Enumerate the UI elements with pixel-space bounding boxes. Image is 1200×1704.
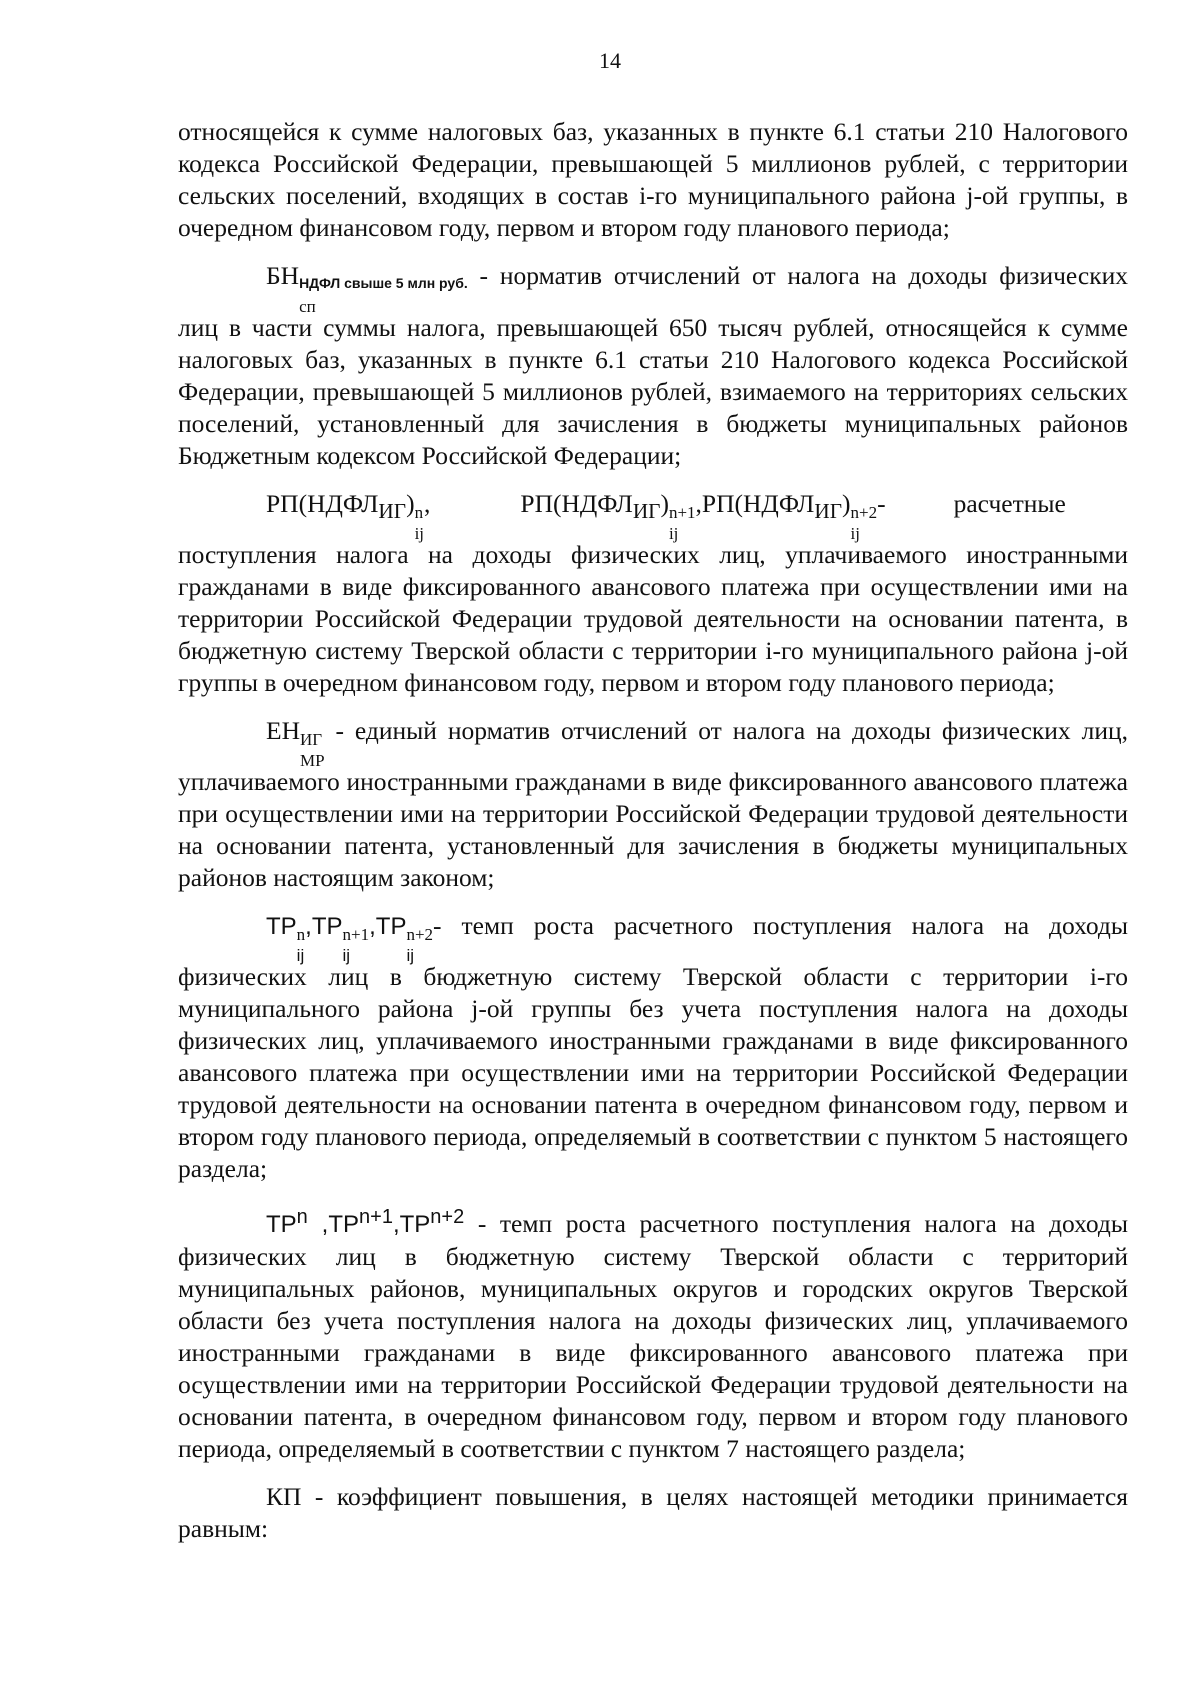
paragraph-tr-ij-text: - темп роста расчетного поступления налога на доходы физических лиц в бюджетную систему Тверской области с территории i-го муниципального района j-ой группы без учета поступления налога на доходы физических лиц, уплачиваемого иностранными гражданами в виде фиксированного авансового платежа при осуществлении ими на территории Российской Федерации трудовой деятельности на основании патента в очередном финансовом году, первом и втором году планового периода, определяемый в соответствии с пунктом 5 настоящего раздела; (178, 911, 1128, 1183)
paragraph-en-mr (178, 715, 1128, 894)
paragraph-bn-sp (178, 260, 1128, 472)
paragraph-tr-total-text: - темп роста расчетного поступления налога на доходы физических лиц в бюджетную систему Тверской области с территорий муниципальных районов, муниципальных округов и городских округов Тверской области без учета поступления налога на доходы физических лиц, уплачиваемого иностранными гражданами в виде фиксированного авансового платежа при осуществлении ими на территории Российской Федерации трудовой деятельности на основании патента, в очередном финансовом году, первом и втором году планового периода, определяемый в соответствии с пунктом 7 настоящего раздела; (178, 1209, 1128, 1463)
paragraph-continuation: относящейся к сумме налоговых баз, указанных в пункте 6.1 статьи 210 Налогового кодекса Российской Федерации, превышающей 5 миллионов рублей, с территории сельских поселений, входящих в состав i-го муниципального района j-ой группы, в очередном финансовом году, первом и втором году планового периода; (178, 117, 1128, 242)
paragraph-tr-total (178, 1201, 1128, 1465)
paragraph-rp-ndfl (178, 488, 1128, 699)
symbol-tr-total: $ТР^n$ $,ТР^{n+1},ТР^{n+2}$ (266, 1206, 465, 1238)
symbol-rp-ndfl-n2: $РП(НДФЛ_{ИГ})$ n+2 ij - (701, 489, 886, 543)
symbol-en-mr: ЕН ИГ МР (266, 716, 325, 770)
symbol-rp-ndfl-n: $РП(НДФЛ_{ИГ})$ n ij , (266, 489, 431, 543)
symbol-bn-sp: БН НДФЛ свыше 5 млн руб. сп (266, 261, 468, 316)
paragraph-bn-sp-text: - норматив отчислений от налога на доходы физических лиц в части суммы налога, превышающей 650 тысяч рублей, относящейся к сумме налоговых баз, указанных в пункте 6.1 статьи 210 Налогового кодекса Российской Федерации, превышающей 5 миллионов рублей, взимаемого на территориях сельских поселений, установленный для зачисления в бюджеты муниципальных районов Бюджетным кодексом Российской Федерации; (178, 261, 1128, 470)
symbol-rp-ndfl-n1: $РП(НДФЛ_{ИГ})$ n+1 ij , (520, 489, 702, 543)
paragraph-tr-ij (178, 910, 1128, 1185)
paragraph-kp: КП - коэффициент повышения, в целях настоящей методики принимается равным: (178, 1482, 1128, 1543)
document-body (178, 116, 1128, 1545)
paragraph-rp-ndfl-lead: расчетные (953, 489, 1066, 518)
page-number: 14 (599, 48, 621, 73)
paragraph-rp-ndfl-text: поступления налога на доходы физических лиц, уплачиваемого иностранными гражданами в виде фиксированного авансового платежа при осуществлении ими на территории Российской Федерации трудовой деятельности на основании патента, в бюджетную систему Тверской области с территории i-го муниципального района j-ой группы в очередном финансовом году, первом и втором году планового периода; (178, 540, 1128, 697)
symbol-tr-ij: ТР n ij ,ТР n+1 ij ,ТР n+2 ij (266, 913, 434, 965)
paragraph-en-mr-text: - единый норматив отчислений от налога на доходы физических лиц, уплачиваемого иностранными гражданами в виде фиксированного авансового платежа при осуществлении ими на территории Российской Федерации трудовой деятельности на основании патента, установленный для зачисления в бюджеты муниципальных районов настоящим законом; (178, 716, 1128, 892)
